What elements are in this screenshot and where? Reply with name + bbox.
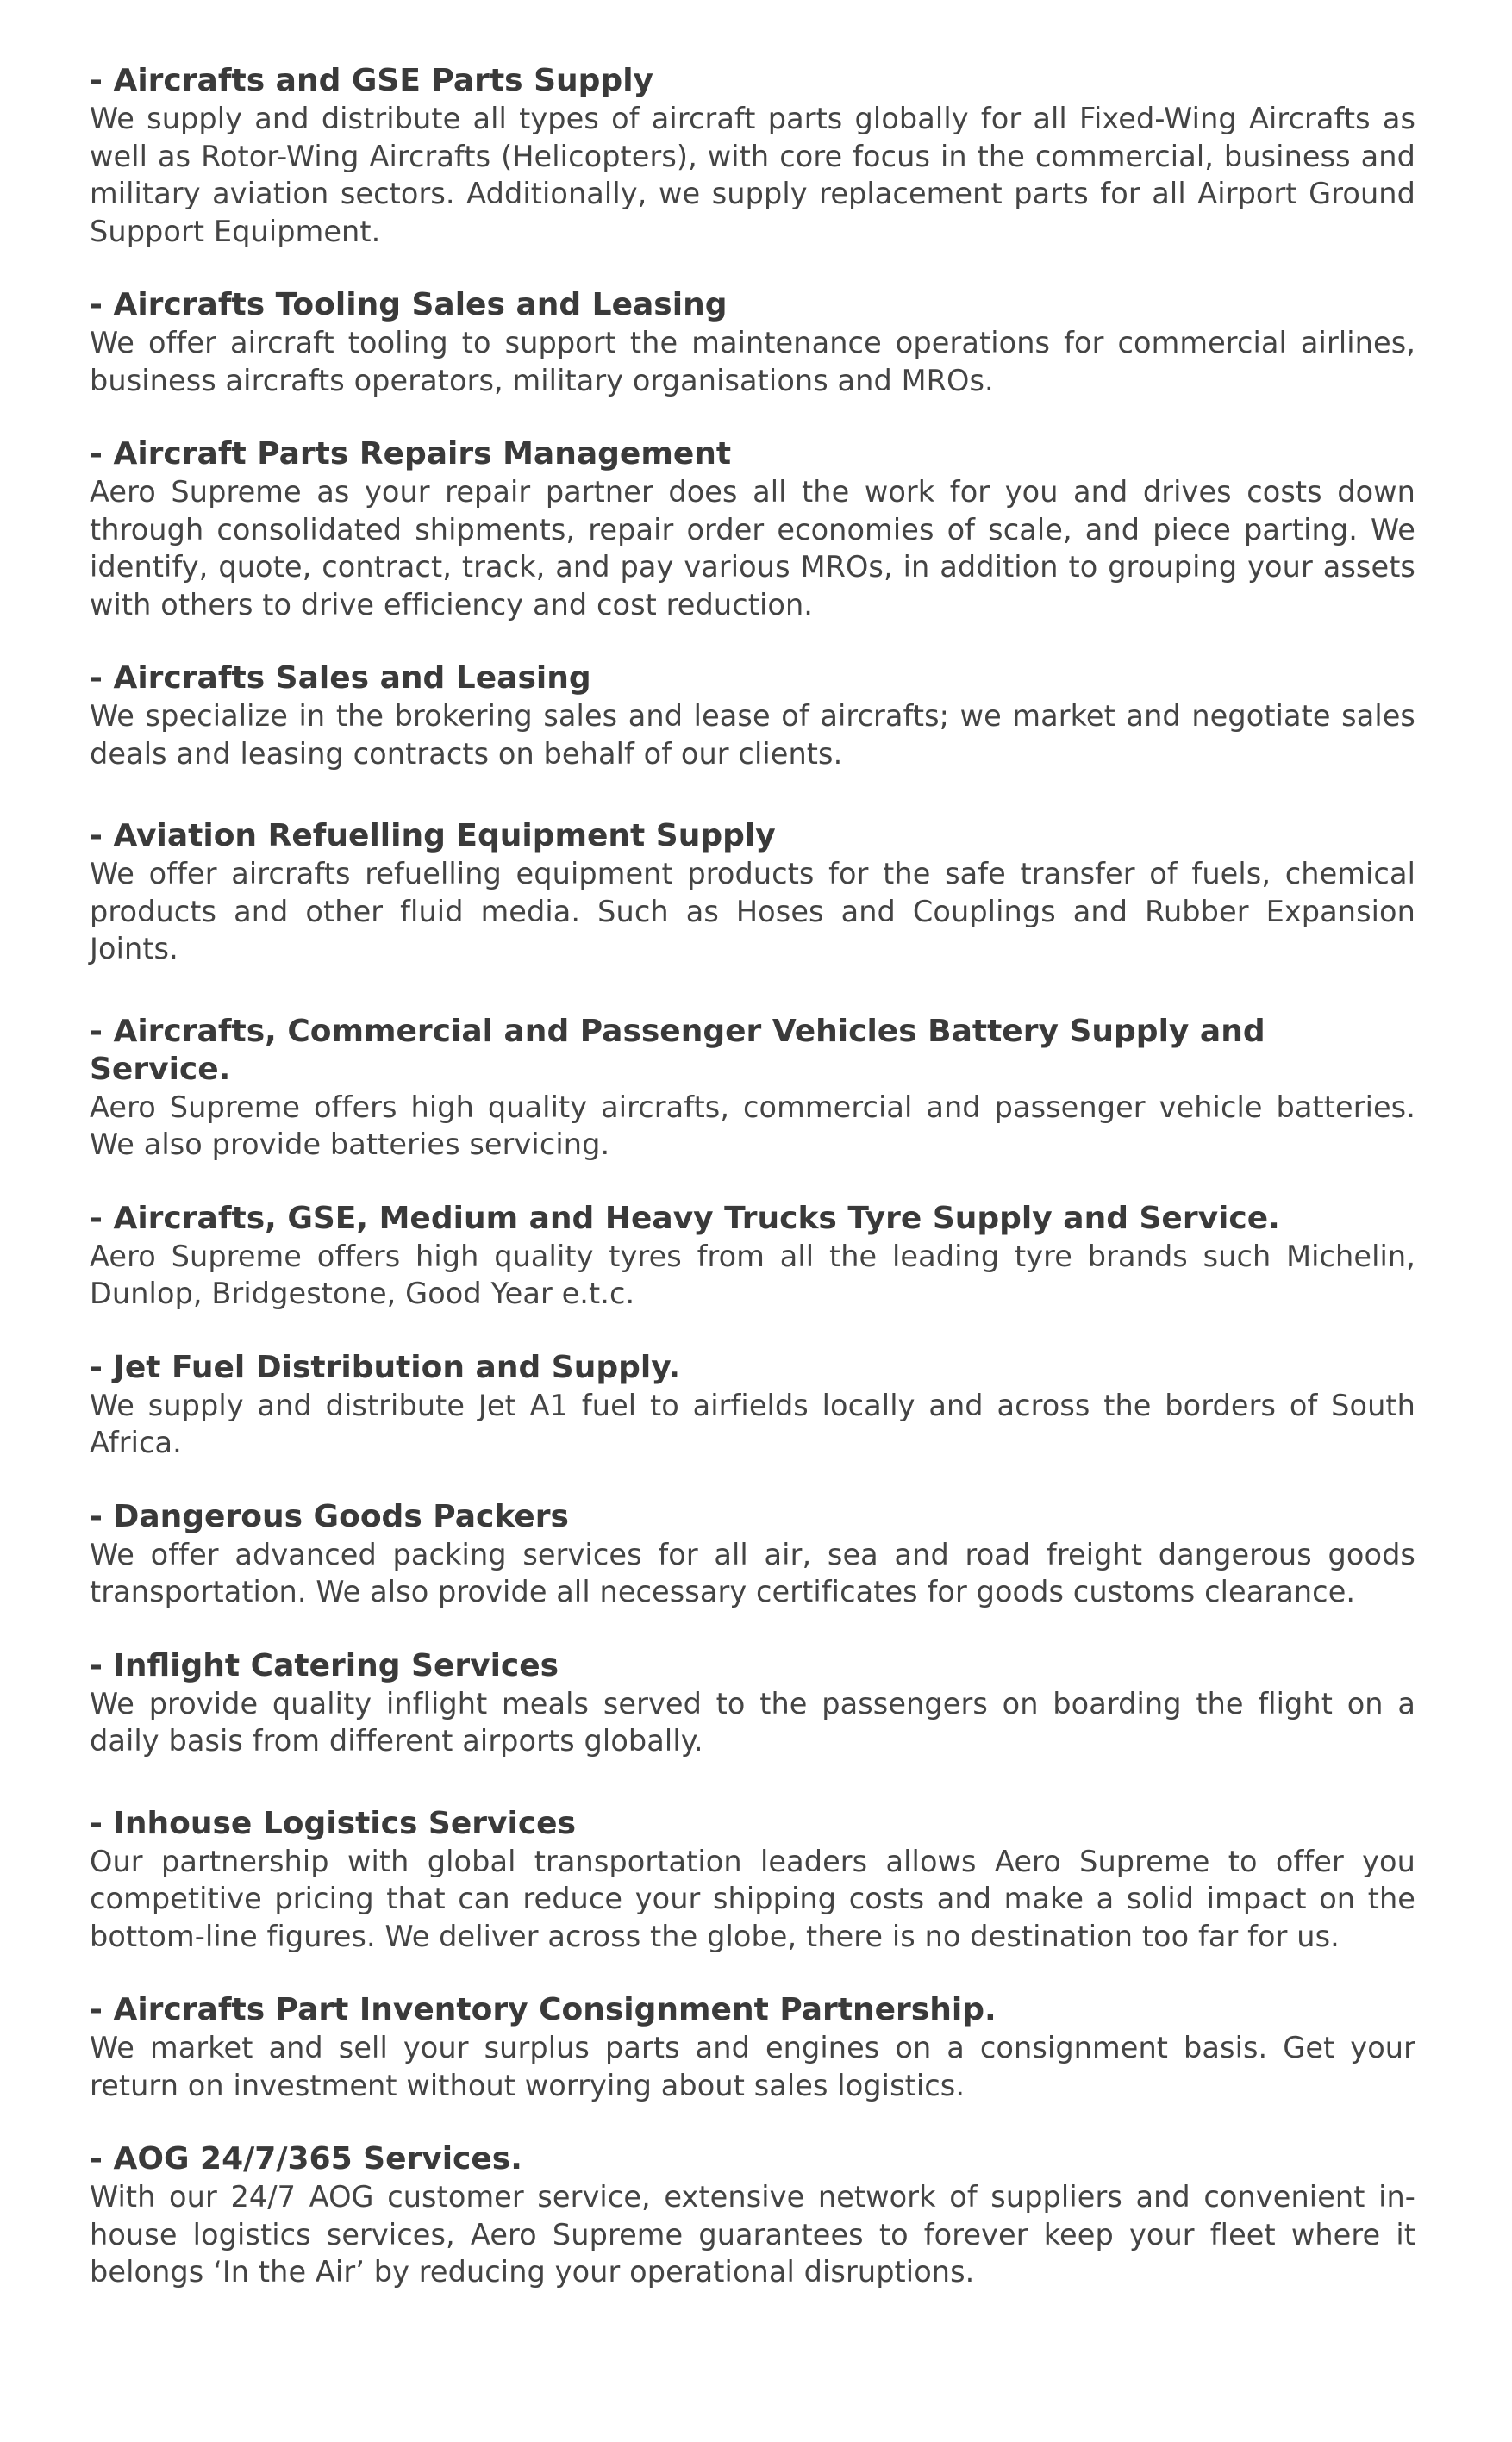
section-sales-leasing	[90, 659, 1415, 772]
section-body: Aero Supreme offers high quality tyres from all the leading tyre brands such Michelin, Dunlop, Bridgestone, Good Year e.t.c.	[90, 1239, 1415, 1310]
section-title: - Aviation Refuelling Equipment Supply	[90, 818, 776, 853]
section-title: - Inflight Catering Services	[90, 1647, 559, 1683]
section-title: - Aircraft Parts Repairs Management	[90, 436, 732, 472]
section-title: - Aircrafts, Commercial and Passenger Vehicles Battery Supply and Service.	[90, 1013, 1265, 1087]
section-aog	[90, 2140, 1415, 2291]
section-body: Aero Supreme as your repair partner does all the work for you and drives costs down through consolidated shipments, repair order economies of scale, and piece parting. We identify, quote, contract, track, and pay various MROs, in addition to grouping your assets with others to drive efficiency and cost reduction.	[90, 475, 1415, 621]
section-jet-fuel	[90, 1349, 1415, 1462]
section-dangerous-goods	[90, 1498, 1415, 1611]
section-logistics	[90, 1805, 1415, 1956]
section-body: With our 24/7 AOG customer service, extensive network of suppliers and convenient in- house logistics services, Aero Supreme guarantees to forever keep your fleet where it belongs ‘In the Air’ by reducing your operational disruptions.	[90, 2180, 1415, 2289]
section-title: - AOG 24/7/365 Services.	[90, 2141, 522, 2177]
section-title: - Aircrafts, GSE, Medium and Heavy Trucks Tyre Supply and Service.	[90, 1200, 1280, 1236]
section-title: - Aircrafts Part Inventory Consignment Partnership.	[90, 1992, 997, 2027]
section-body: We offer aircraft tooling to support the maintenance operations for commercial airlines, business aircrafts operators, military organisations and MROs.	[90, 326, 1415, 397]
section-consignment	[90, 1991, 1415, 2104]
section-title: - Aircrafts Sales and Leasing	[90, 660, 591, 696]
section-title: - Aircrafts and GSE Parts Supply	[90, 63, 654, 98]
section-body: Aero Supreme offers high quality aircrafts, commercial and passenger vehicle batteries. We also provide batteries servicing.	[90, 1090, 1415, 1161]
section-body: We offer aircrafts refuelling equipment products for the safe transfer of fuels, chemical products and other fluid media. Such as Hoses and Couplings and Rubber Expansion Joints.	[90, 857, 1415, 965]
services-document	[90, 62, 1415, 2327]
section-tyres	[90, 1200, 1415, 1313]
section-body: We supply and distribute Jet A1 fuel to airfields locally and across the borders of South Africa.	[90, 1388, 1415, 1459]
section-title: - Jet Fuel Distribution and Supply.	[90, 1349, 681, 1385]
section-repairs	[90, 435, 1415, 623]
section-body: We specialize in the brokering sales and lease of aircrafts; we market and negotiate sales deals and leasing contracts on behalf of our clients.	[90, 699, 1415, 771]
section-title: - Aircrafts Tooling Sales and Leasing	[90, 287, 728, 322]
section-parts-supply	[90, 62, 1415, 250]
section-battery	[90, 1013, 1415, 1164]
section-body: We offer advanced packing services for all air, sea and road freight dangerous goods transportation. We also provide all necessary certificates for goods customs clearance.	[90, 1537, 1415, 1608]
section-body: We provide quality inflight meals served to the passengers on boarding the flight on a daily basis from different airports globally.	[90, 1686, 1415, 1758]
section-title: - Inhouse Logistics Services	[90, 1805, 577, 1841]
section-catering	[90, 1647, 1415, 1760]
section-body: Our partnership with global transportation leaders allows Aero Supreme to offer you competitive pricing that can reduce your shipping costs and make a solid impact on the bottom-line figures. We deliver across the globe, there is no destination too far for us.	[90, 1844, 1415, 1953]
section-body: We supply and distribute all types of aircraft parts globally for all Fixed-Wing Aircrafts as well as Rotor-Wing Aircrafts (Helicopters), with core focus in the commercial, business and military aviation sectors. Additionally, we supply replacement parts for all Airport Ground Support Equipment.	[90, 102, 1415, 248]
section-body: We market and sell your surplus parts and engines on a consignment basis. Get your return on investment without worrying about sales logistics.	[90, 2031, 1415, 2102]
section-tooling	[90, 286, 1415, 399]
section-refuelling	[90, 817, 1415, 968]
section-title: - Dangerous Goods Packers	[90, 1498, 569, 1534]
